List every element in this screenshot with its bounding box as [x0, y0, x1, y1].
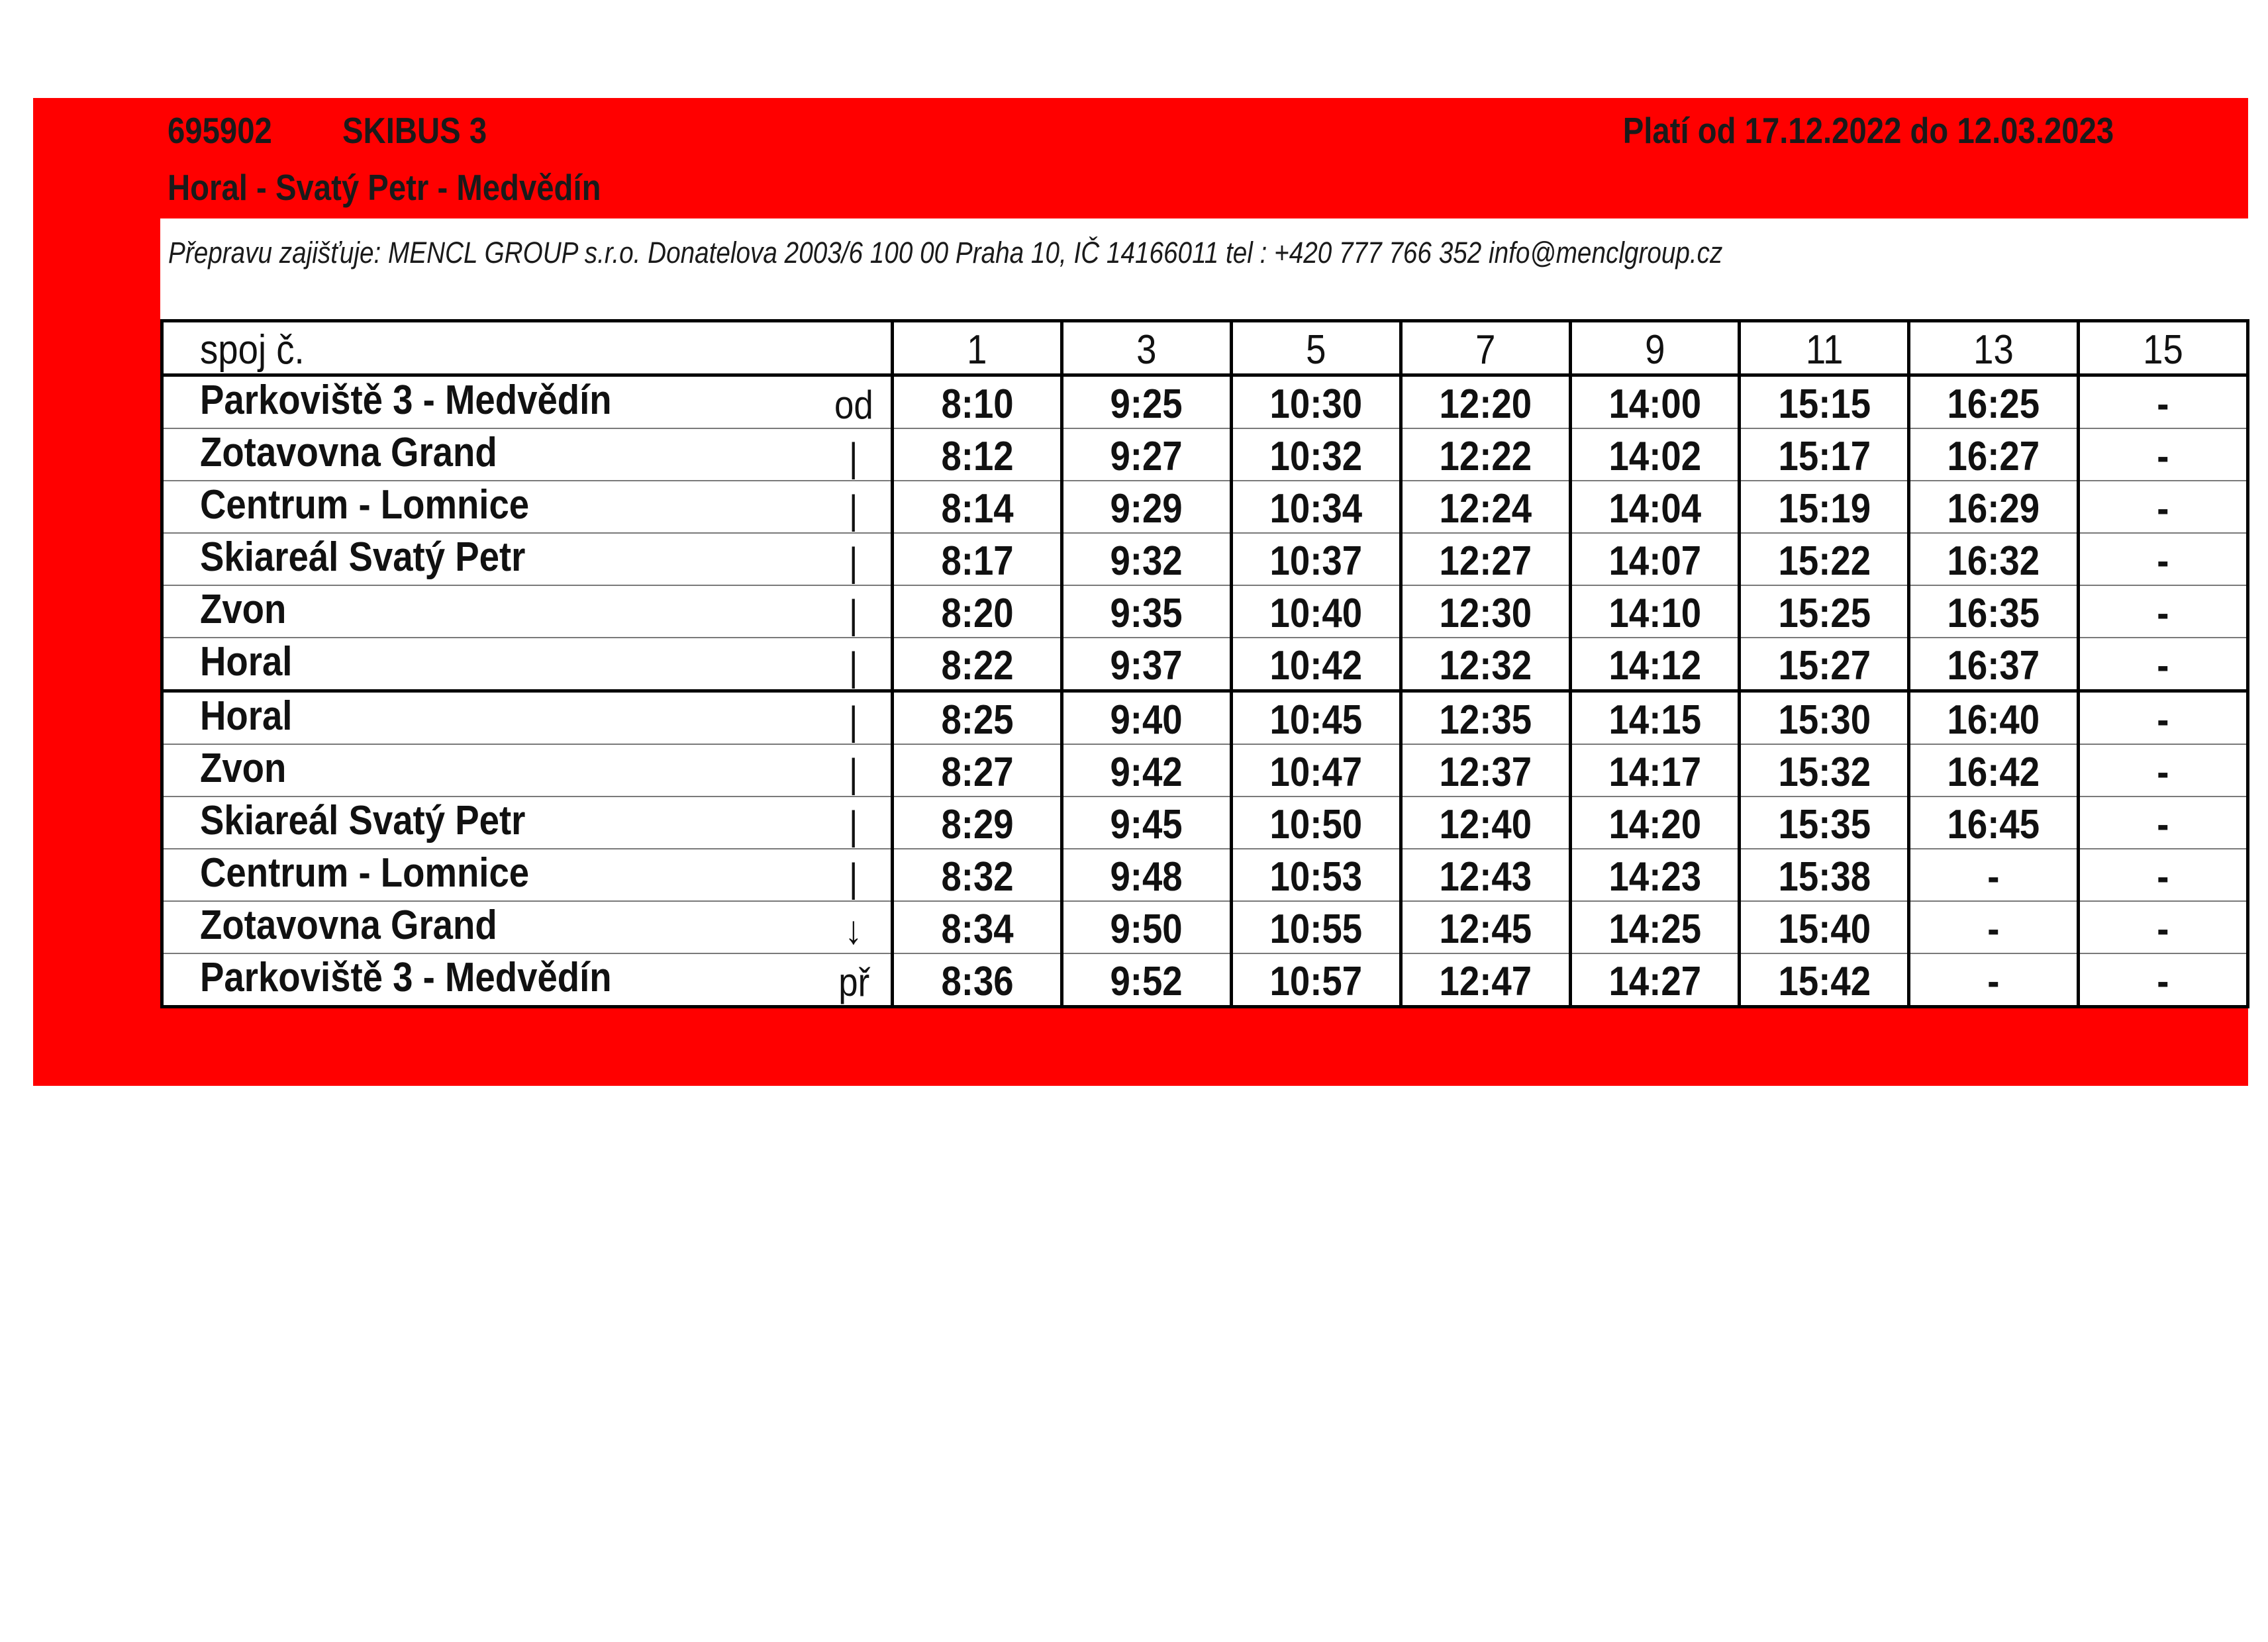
trip-number-text: 13 — [1973, 327, 2014, 373]
carrier-info: Přepravu zajišťuje: MENCL GROUP s.r.o. Donatelova 2003/6 100 00 Praha 10, IČ 14166011 tel : +420 777 766 352 info@menclgroup.cz — [168, 236, 1723, 269]
direction-mark-text: | — [849, 435, 859, 479]
departure-time-text: 10:30 — [1269, 381, 1363, 427]
table-row — [162, 901, 2248, 953]
timetable-body — [162, 321, 2248, 1007]
departure-time — [1570, 797, 1740, 849]
departure-time-text: 12:43 — [1439, 854, 1532, 900]
departure-time-text: 9:37 — [1110, 643, 1183, 689]
departure-time-text: 12:47 — [1439, 959, 1532, 1004]
trip-number — [1401, 321, 1570, 375]
header-label-text: spoj č. — [200, 327, 305, 373]
departure-time — [1570, 953, 1740, 1007]
departure-time — [1909, 691, 2079, 745]
station-name-text: Zotavovna Grand — [200, 430, 497, 475]
departure-time-text: 16:45 — [1947, 802, 2040, 847]
departure-time — [1740, 744, 1909, 797]
line-name: SKIBUS 3 — [342, 110, 487, 151]
departure-time — [1909, 533, 2079, 585]
departure-time-text: 10:45 — [1269, 697, 1363, 743]
station-name — [162, 375, 822, 429]
departure-time — [1909, 638, 2079, 691]
departure-time — [1401, 953, 1570, 1007]
departure-time-text: - — [1987, 854, 2000, 900]
timetable-header-row — [162, 321, 2248, 375]
departure-time-text: 14:07 — [1608, 538, 1701, 584]
departure-time-text: 8:22 — [941, 643, 1014, 689]
departure-time-text: 16:40 — [1947, 697, 2040, 743]
station-name-text: Zvon — [200, 587, 287, 632]
direction-mark-text: | — [849, 592, 859, 636]
departure-time — [1401, 375, 1570, 429]
departure-time-text: 16:27 — [1947, 434, 2040, 479]
departure-time-text: 8:12 — [941, 434, 1014, 479]
direction-mark — [822, 481, 893, 533]
table-row — [162, 797, 2248, 849]
table-row — [162, 533, 2248, 585]
trip-number — [1231, 321, 1401, 375]
table-row — [162, 744, 2248, 797]
departure-time — [1401, 585, 1570, 638]
departure-time — [1401, 797, 1570, 849]
departure-time — [1740, 901, 1909, 953]
station-name — [162, 638, 822, 691]
departure-time — [1909, 901, 2079, 953]
departure-time — [2079, 797, 2248, 849]
table-row — [162, 691, 2248, 745]
departure-time-text: 16:35 — [1947, 591, 2040, 636]
departure-time-text: 14:20 — [1608, 802, 1701, 847]
trip-number-text: 5 — [1306, 327, 1326, 373]
trip-number-text: 3 — [1136, 327, 1157, 373]
departure-time-text: 16:25 — [1947, 381, 2040, 427]
departure-time — [1401, 744, 1570, 797]
direction-mark — [822, 744, 893, 797]
direction-mark — [822, 375, 893, 429]
departure-time-text: 15:19 — [1778, 486, 1871, 532]
departure-time — [1062, 533, 1232, 585]
departure-time-text: 14:04 — [1608, 486, 1701, 532]
station-name — [162, 481, 822, 533]
departure-time-text: 15:25 — [1778, 591, 1871, 636]
trip-number — [893, 321, 1062, 375]
departure-time-text: 9:40 — [1110, 697, 1183, 743]
departure-time-text: 15:42 — [1778, 959, 1871, 1004]
timetable-sheet — [33, 98, 2248, 1086]
departure-time — [1909, 744, 2079, 797]
timetable-table — [160, 319, 2249, 1008]
departure-time-text: 12:27 — [1439, 538, 1532, 584]
direction-mark-text: | — [849, 751, 859, 795]
validity-period: Platí od 17.12.2022 do 12.03.2023 — [1622, 110, 2114, 151]
station-name — [162, 901, 822, 953]
departure-time-text: 12:22 — [1439, 434, 1532, 479]
departure-time — [2079, 428, 2248, 481]
departure-time-text: 15:38 — [1778, 854, 1871, 900]
departure-time — [893, 691, 1062, 745]
departure-time — [1909, 849, 2079, 901]
departure-time-text: 14:00 — [1608, 381, 1701, 427]
departure-time — [1909, 953, 2079, 1007]
departure-time-text: - — [2157, 486, 2169, 532]
departure-time — [2079, 638, 2248, 691]
departure-time — [1231, 533, 1401, 585]
departure-time — [893, 901, 1062, 953]
table-row — [162, 585, 2248, 638]
departure-time-text: - — [2157, 906, 2169, 952]
departure-time — [1401, 428, 1570, 481]
departure-time-text: 15:30 — [1778, 697, 1871, 743]
trip-number-text: 11 — [1805, 327, 1844, 373]
departure-time-text: - — [2157, 381, 2169, 427]
departure-time-text: - — [2157, 854, 2169, 900]
station-name — [162, 797, 822, 849]
header-label — [162, 321, 893, 375]
departure-time — [1062, 797, 1232, 849]
departure-time — [1740, 849, 1909, 901]
departure-time-text: - — [2157, 802, 2169, 847]
departure-time-text: 12:30 — [1439, 591, 1532, 636]
departure-time-text: 8:14 — [941, 486, 1014, 532]
departure-time-text: 10:40 — [1269, 591, 1363, 636]
direction-mark-text: př — [838, 960, 869, 1004]
departure-time — [1740, 375, 1909, 429]
departure-time-text: 14:25 — [1608, 906, 1701, 952]
direction-mark — [822, 953, 893, 1007]
departure-time — [1570, 849, 1740, 901]
carrier-box — [160, 218, 2249, 321]
station-name-text: Skiareál Svatý Petr — [200, 534, 526, 580]
departure-time — [2079, 481, 2248, 533]
station-name-text: Centrum - Lomnice — [200, 482, 530, 528]
departure-time-text: 15:15 — [1778, 381, 1871, 427]
table-row — [162, 428, 2248, 481]
departure-time — [1570, 901, 1740, 953]
departure-time-text: - — [2157, 538, 2169, 584]
departure-time — [2079, 691, 2248, 745]
station-name — [162, 585, 822, 638]
departure-time — [1231, 375, 1401, 429]
departure-time — [1231, 481, 1401, 533]
station-name-text: Zvon — [200, 746, 287, 791]
direction-mark-text: | — [849, 803, 859, 847]
departure-time-text: - — [2157, 959, 2169, 1004]
departure-time-text: 15:40 — [1778, 906, 1871, 952]
departure-time — [1231, 585, 1401, 638]
departure-time-text: 14:10 — [1608, 591, 1701, 636]
departure-time — [1231, 691, 1401, 745]
station-name — [162, 428, 822, 481]
departure-time-text: 10:55 — [1269, 906, 1363, 952]
direction-mark-text: od — [834, 383, 873, 427]
departure-time-text: 8:27 — [941, 749, 1014, 795]
departure-time — [1231, 744, 1401, 797]
trip-number-text: 9 — [1644, 327, 1665, 373]
departure-time — [1740, 638, 1909, 691]
table-row — [162, 638, 2248, 691]
departure-time — [2079, 849, 2248, 901]
direction-mark-text: | — [849, 855, 859, 900]
departure-time-text: 16:42 — [1947, 749, 2040, 795]
trip-number — [1909, 321, 2079, 375]
departure-time-text: 10:37 — [1269, 538, 1363, 584]
departure-time-text: 10:53 — [1269, 854, 1363, 900]
departure-time-text: 10:42 — [1269, 643, 1363, 689]
departure-time-text: 12:45 — [1439, 906, 1532, 952]
departure-time — [893, 849, 1062, 901]
departure-time — [2079, 744, 2248, 797]
trip-number — [1740, 321, 1909, 375]
direction-mark — [822, 428, 893, 481]
departure-time-text: - — [2157, 749, 2169, 795]
departure-time — [1570, 744, 1740, 797]
departure-time-text: - — [1987, 906, 2000, 952]
departure-time-text: 12:40 — [1439, 802, 1532, 847]
departure-time — [1401, 901, 1570, 953]
departure-time — [2079, 585, 2248, 638]
station-name — [162, 953, 822, 1007]
departure-time — [1231, 953, 1401, 1007]
departure-time-text: 9:42 — [1110, 749, 1183, 795]
departure-time — [1909, 375, 2079, 429]
departure-time-text: - — [2157, 434, 2169, 479]
trip-number — [1062, 321, 1232, 375]
station-name-text: Zotavovna Grand — [200, 902, 497, 948]
station-name — [162, 691, 822, 745]
departure-time-text: 8:10 — [941, 381, 1014, 427]
departure-time — [1062, 744, 1232, 797]
departure-time — [1740, 797, 1909, 849]
departure-time — [1909, 797, 2079, 849]
departure-time — [1740, 585, 1909, 638]
departure-time — [2079, 375, 2248, 429]
departure-time — [1740, 481, 1909, 533]
departure-time — [1909, 481, 2079, 533]
departure-time — [893, 797, 1062, 849]
departure-time — [1401, 481, 1570, 533]
station-name-text: Parkoviště 3 - Medvědín — [200, 377, 612, 423]
departure-time — [893, 638, 1062, 691]
departure-time-text: 10:57 — [1269, 959, 1363, 1004]
departure-time-text: 9:50 — [1110, 906, 1183, 952]
departure-time — [1231, 428, 1401, 481]
departure-time — [1740, 533, 1909, 585]
departure-time-text: 9:32 — [1110, 538, 1183, 584]
departure-time — [2079, 953, 2248, 1007]
departure-time — [2079, 901, 2248, 953]
departure-time-text: 9:45 — [1110, 802, 1183, 847]
table-row — [162, 375, 2248, 429]
trip-number-text: 15 — [2143, 327, 2183, 373]
direction-mark-text: | — [849, 644, 859, 689]
departure-time-text: 9:27 — [1110, 434, 1183, 479]
departure-time — [1231, 638, 1401, 691]
departure-time — [1062, 428, 1232, 481]
departure-time-text: 12:20 — [1439, 381, 1532, 427]
departure-time — [1401, 691, 1570, 745]
departure-time — [1231, 849, 1401, 901]
station-name — [162, 744, 822, 797]
departure-time-text: - — [2157, 697, 2169, 743]
departure-time-text: 10:32 — [1269, 434, 1363, 479]
departure-time — [1740, 428, 1909, 481]
trip-number-text: 7 — [1475, 327, 1496, 373]
departure-time-text: 16:32 — [1947, 538, 2040, 584]
departure-time — [2079, 533, 2248, 585]
departure-time-text: - — [2157, 643, 2169, 689]
departure-time-text: 15:35 — [1778, 802, 1871, 847]
departure-time — [1740, 953, 1909, 1007]
direction-mark-text: | — [849, 540, 859, 584]
station-name-text: Parkoviště 3 - Medvědín — [200, 955, 612, 1000]
station-name-text: Horal — [200, 639, 293, 685]
departure-time-text: 8:34 — [941, 906, 1014, 952]
departure-time-text: 12:32 — [1439, 643, 1532, 689]
departure-time-text: 9:52 — [1110, 959, 1183, 1004]
departure-time-text: 14:23 — [1608, 854, 1701, 900]
table-row — [162, 953, 2248, 1007]
departure-time — [1570, 638, 1740, 691]
station-name-text: Centrum - Lomnice — [200, 850, 530, 896]
departure-time-text: - — [1987, 959, 2000, 1004]
trip-number — [2079, 321, 2248, 375]
departure-time — [1062, 691, 1232, 745]
departure-time-text: 12:24 — [1439, 486, 1532, 532]
departure-time — [1062, 849, 1232, 901]
departure-time — [893, 953, 1062, 1007]
departure-time — [1231, 901, 1401, 953]
departure-time — [1740, 691, 1909, 745]
departure-time — [1401, 533, 1570, 585]
departure-time-text: 8:32 — [941, 854, 1014, 900]
departure-time — [1570, 481, 1740, 533]
table-row — [162, 481, 2248, 533]
trip-number-text: 1 — [967, 327, 987, 373]
departure-time — [893, 481, 1062, 533]
station-name-text: Horal — [200, 693, 293, 739]
departure-time — [1570, 375, 1740, 429]
table-row — [162, 849, 2248, 901]
departure-time-text: 8:20 — [941, 591, 1014, 636]
direction-mark-text: ↓ — [845, 908, 863, 952]
departure-time-text: 14:15 — [1608, 697, 1701, 743]
departure-time-text: 9:25 — [1110, 381, 1183, 427]
departure-time-text: 9:35 — [1110, 591, 1183, 636]
departure-time — [1062, 585, 1232, 638]
departure-time — [1062, 481, 1232, 533]
direction-mark — [822, 849, 893, 901]
departure-time-text: 16:29 — [1947, 486, 2040, 532]
departure-time-text: 8:36 — [941, 959, 1014, 1004]
departure-time-text: 14:12 — [1608, 643, 1701, 689]
departure-time-text: 15:27 — [1778, 643, 1871, 689]
departure-time-text: 15:22 — [1778, 538, 1871, 584]
departure-time — [1570, 691, 1740, 745]
departure-time — [1062, 901, 1232, 953]
departure-time — [1909, 428, 2079, 481]
departure-time — [1909, 585, 2079, 638]
departure-time — [893, 428, 1062, 481]
trip-number — [1570, 321, 1740, 375]
arrow-down-icon — [822, 901, 893, 953]
station-name — [162, 849, 822, 901]
departure-time — [893, 744, 1062, 797]
departure-time — [893, 585, 1062, 638]
departure-time — [1570, 428, 1740, 481]
departure-time — [893, 533, 1062, 585]
direction-mark — [822, 638, 893, 691]
departure-time-text: 14:27 — [1608, 959, 1701, 1004]
departure-time-text: 14:02 — [1608, 434, 1701, 479]
station-name-text: Skiareál Svatý Petr — [200, 798, 526, 844]
departure-time-text: 10:50 — [1269, 802, 1363, 847]
departure-time-text: 16:37 — [1947, 643, 2040, 689]
departure-time — [1401, 849, 1570, 901]
departure-time — [1231, 797, 1401, 849]
departure-time-text: 9:29 — [1110, 486, 1183, 532]
direction-mark — [822, 585, 893, 638]
departure-time — [1062, 638, 1232, 691]
departure-time-text: 14:17 — [1608, 749, 1701, 795]
departure-time — [893, 375, 1062, 429]
direction-mark — [822, 533, 893, 585]
departure-time-text: - — [2157, 591, 2169, 636]
departure-time-text: 15:32 — [1778, 749, 1871, 795]
departure-time-text: 9:48 — [1110, 854, 1183, 900]
departure-time-text: 10:47 — [1269, 749, 1363, 795]
line-number: 695902 — [168, 110, 272, 151]
departure-time-text: 15:17 — [1778, 434, 1871, 479]
direction-mark-text: | — [849, 487, 859, 532]
direction-mark — [822, 797, 893, 849]
departure-time-text: 8:25 — [941, 697, 1014, 743]
departure-time-text: 12:37 — [1439, 749, 1532, 795]
station-name — [162, 533, 822, 585]
departure-time — [1570, 585, 1740, 638]
departure-time — [1062, 953, 1232, 1007]
direction-mark-text: | — [849, 699, 859, 743]
departure-time — [1062, 375, 1232, 429]
departure-time — [1401, 638, 1570, 691]
departure-time-text: 8:29 — [941, 802, 1014, 847]
route-name: Horal - Svatý Petr - Medvědín — [168, 167, 601, 208]
direction-mark — [822, 691, 893, 745]
departure-time-text: 8:17 — [941, 538, 1014, 584]
departure-time-text: 10:34 — [1269, 486, 1363, 532]
departure-time-text: 12:35 — [1439, 697, 1532, 743]
departure-time — [1570, 533, 1740, 585]
